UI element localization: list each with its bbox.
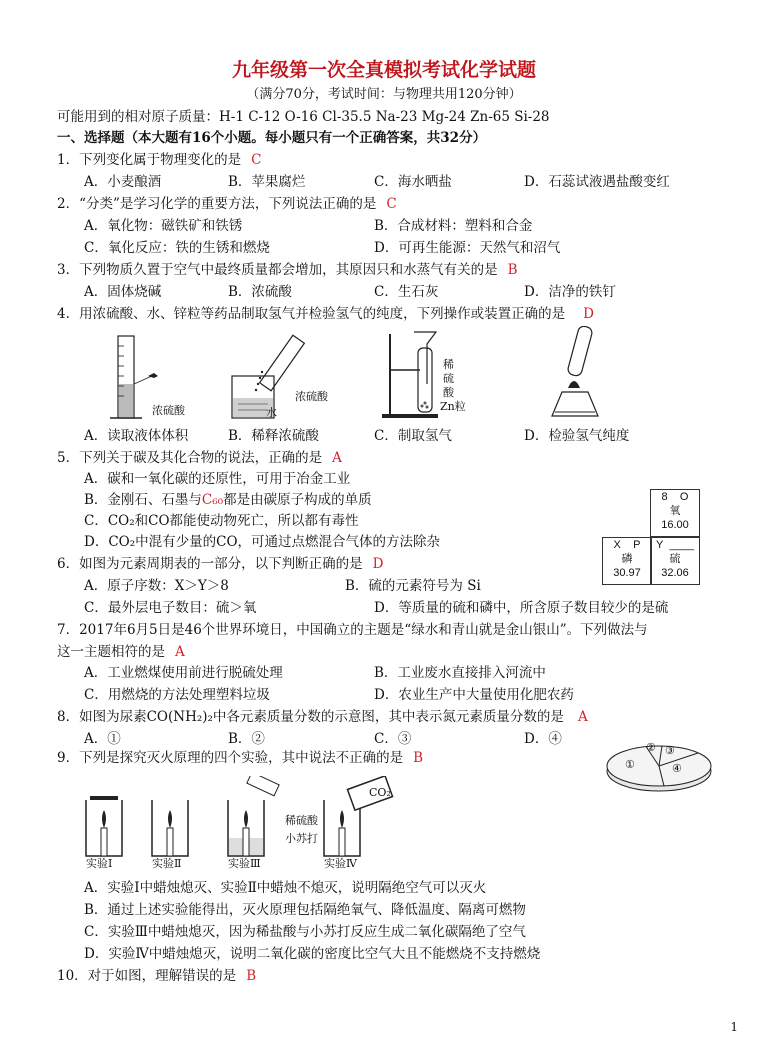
q4-fig-b-label2: 水: [266, 406, 277, 419]
q3-answer: B: [507, 262, 518, 278]
q2-option-d: D．可再生能源：天然气和沼气: [374, 240, 561, 256]
graduated-cylinder-icon: [110, 336, 158, 418]
q3-option-c: C．生石灰: [374, 284, 439, 300]
q2-option-b: B．合成材料：塑料和合金: [374, 218, 533, 234]
q9-exp4-label: 实验Ⅳ: [324, 857, 357, 870]
q8-option-a: A．①: [84, 731, 121, 747]
stand-testtube-icon: [382, 332, 438, 418]
q4-fig-b-label1: 浓硫酸: [295, 390, 328, 403]
q8-option-c: C．③: [374, 731, 412, 747]
page-subtitle: （满分70分，考试时间：与物理共用120分钟）: [246, 87, 522, 102]
q1-option-b: B．苹果腐烂: [228, 174, 306, 190]
pie-label-4: ④: [672, 762, 682, 775]
candle-beaker-icon: [86, 796, 122, 856]
q6-option-d: D．等质量的硫和磷中，所含原子数目较少的是硫: [374, 600, 669, 616]
q7-option-d: D．农业生产中大量使用化肥农药: [374, 687, 574, 703]
q9-stem: 9．下列是探究灭火原理的四个实验，其中说法不正确的是 B: [57, 750, 424, 766]
q3-option-d: D．洁净的铁钉: [524, 284, 616, 300]
q4-option-a: A．读取液体体积: [84, 428, 189, 444]
q7-stem-cont: 这一主题相符的是 A: [57, 644, 185, 660]
mass-fraction-pie: [604, 738, 714, 796]
q3-stem: 3．下列物质久置于空气中最终质量都会增加，其原因只和水蒸气有关的是 B: [57, 262, 518, 278]
q6-option-c: C．最外层电子数目：硫＞氧: [84, 600, 257, 616]
q6-stem: 6．如图为元素周期表的一部分，以下判断正确的是 D: [57, 556, 384, 572]
q2-option-c: C．氧化反应：铁的生锈和燃烧: [84, 240, 270, 256]
q9-option-d: D．实验Ⅳ中蜡烛熄灭，说明二氧化碳的密度比空气大且不能燃烧不支持燃烧: [84, 946, 541, 962]
q4-fig-c-label1: 稀: [443, 358, 454, 371]
q4-answer: D: [583, 306, 594, 322]
q5-option-a: A．碳和一氧化碳的还原性，可用于冶金工业: [84, 471, 351, 487]
page-title: 九年级第一次全真模拟考试化学试题: [231, 59, 536, 81]
q4-stem: 4．用浓硫酸、水、锌粒等药品制取氢气并检验氢气的纯度，下列操作或装置正确的是 D: [57, 306, 594, 322]
q8-stem: 8．如图为尿素CO(NH₂)₂中各元素质量分数的示意图，其中表示氮元素质量分数的是 A: [57, 709, 588, 725]
q9-exp1-label: 实验Ⅰ: [86, 857, 113, 870]
q1-answer: C: [251, 152, 262, 168]
sulfur-cell: Y ____ 硫 32.06: [650, 537, 700, 585]
q5-option-b: B．金刚石、石墨与C₆₀都是由碳原子构成的单质: [84, 492, 372, 508]
q3-option-b: B．浓硫酸: [228, 284, 292, 300]
alcohol-lamp-icon: [552, 326, 598, 416]
candle-beaker-icon: [152, 800, 188, 856]
q6-answer: D: [372, 556, 384, 572]
q1-option-d: D．石蕊试液遇盐酸变红: [524, 174, 670, 190]
q5-stem: 5．下列关于碳及其化合物的说法，正确的是 A: [57, 450, 342, 466]
q5-option-d: D．CO₂中混有少量的CO，可通过点燃混合气体的方法除杂: [84, 534, 441, 550]
q10-answer: B: [246, 968, 257, 984]
q2-stem: 2．“分类”是学习化学的重要方法，下列说法正确的是 C: [57, 196, 397, 212]
section-heading: 一、选择题（本大题有16个小题。每小题只有一个正确答案，共32分）: [57, 130, 487, 146]
q4-apparatus-figures: [100, 326, 710, 422]
q4-fig-c-label2: 硫: [443, 372, 454, 385]
q8-option-b: B．②: [228, 731, 265, 747]
q9-answer: B: [413, 750, 424, 766]
q10-stem: 10．对于如图，理解错误的是 B: [57, 968, 257, 984]
q9-option-c: C．实验Ⅲ中蜡烛熄灭，因为稀盐酸与小苏打反应生成二氧化碳隔绝了空气: [84, 924, 526, 940]
q6-option-b: B．硫的元素符号为 Si: [345, 578, 481, 594]
q8-answer: A: [577, 709, 588, 725]
q4-fig-a-label: 浓硫酸: [152, 404, 185, 417]
q7-option-b: B．工业废水直接排入河流中: [374, 665, 546, 681]
q7-answer: A: [175, 644, 185, 660]
q1-option-a: A．小麦酿酒: [84, 174, 162, 190]
q9-co2-label: CO₂: [369, 786, 391, 799]
phosphorus-cell: X P 磷 30.97: [602, 537, 652, 585]
q7-option-c: C．用燃烧的方法处理塑料垃圾: [84, 687, 270, 703]
q4-option-d: D．检验氢气纯度: [524, 428, 630, 444]
q3-option-a: A．固体烧碱: [84, 284, 162, 300]
q9-acid-label: 稀硫酸: [285, 814, 318, 827]
q6-option-a: A．原子序数：X＞Y＞8: [84, 578, 229, 594]
q4-fig-c-label4: Zn粒: [440, 400, 466, 413]
pie-label-1: ①: [625, 758, 635, 771]
q2-answer: C: [386, 196, 397, 212]
q7-stem: 7．2017年6月5日是46个世界环境日，中国确立的主题是“绿水和青山就是金山银山”。下列做法与: [57, 622, 648, 638]
atomic-masses: 可能用到的相对原子质量：H-1 C-12 O-16 Cl-35.5 Na-23 Mg-24 Zn-65 Si-28: [57, 109, 550, 125]
q8-option-d: D．④: [524, 731, 562, 747]
q7-option-a: A．工业燃煤使用前进行脱硫处理: [84, 665, 283, 681]
q9-option-a: A．实验Ⅰ中蜡烛熄灭、实验Ⅱ中蜡烛不熄灭，说明隔绝空气可以灭火: [84, 880, 487, 896]
q4-option-c: C．制取氢气: [374, 428, 452, 444]
q5-answer: A: [332, 450, 342, 466]
pie-label-2: ②: [646, 741, 656, 754]
q1-stem: 1．下列变化属于物理变化的是 C: [57, 152, 262, 168]
q5-option-c: C．CO₂和CO都能使动物死亡，所以都有毒性: [84, 513, 359, 529]
candle-beaker-icon: [228, 776, 279, 856]
oxygen-cell: 8 O 氧 16.00: [650, 489, 700, 537]
q1-option-c: C．海水晒盐: [374, 174, 452, 190]
q4-option-b: B．稀释浓硫酸: [228, 428, 319, 444]
pie-label-3: ③: [665, 744, 675, 757]
q9-exp3-label: 实验Ⅲ: [228, 857, 261, 870]
q4-fig-c-label3: 酸: [443, 386, 454, 399]
page-number: 1: [730, 1020, 738, 1034]
q2-option-a: A．氧化物：磁铁矿和铁锈: [84, 218, 243, 234]
q9-soda-label: 小苏打: [285, 832, 318, 845]
q9-exp2-label: 实验Ⅱ: [152, 857, 182, 870]
q9-option-b: B．通过上述实验能得出，灭火原理包括隔绝氧气、降低温度、隔离可燃物: [84, 902, 526, 918]
